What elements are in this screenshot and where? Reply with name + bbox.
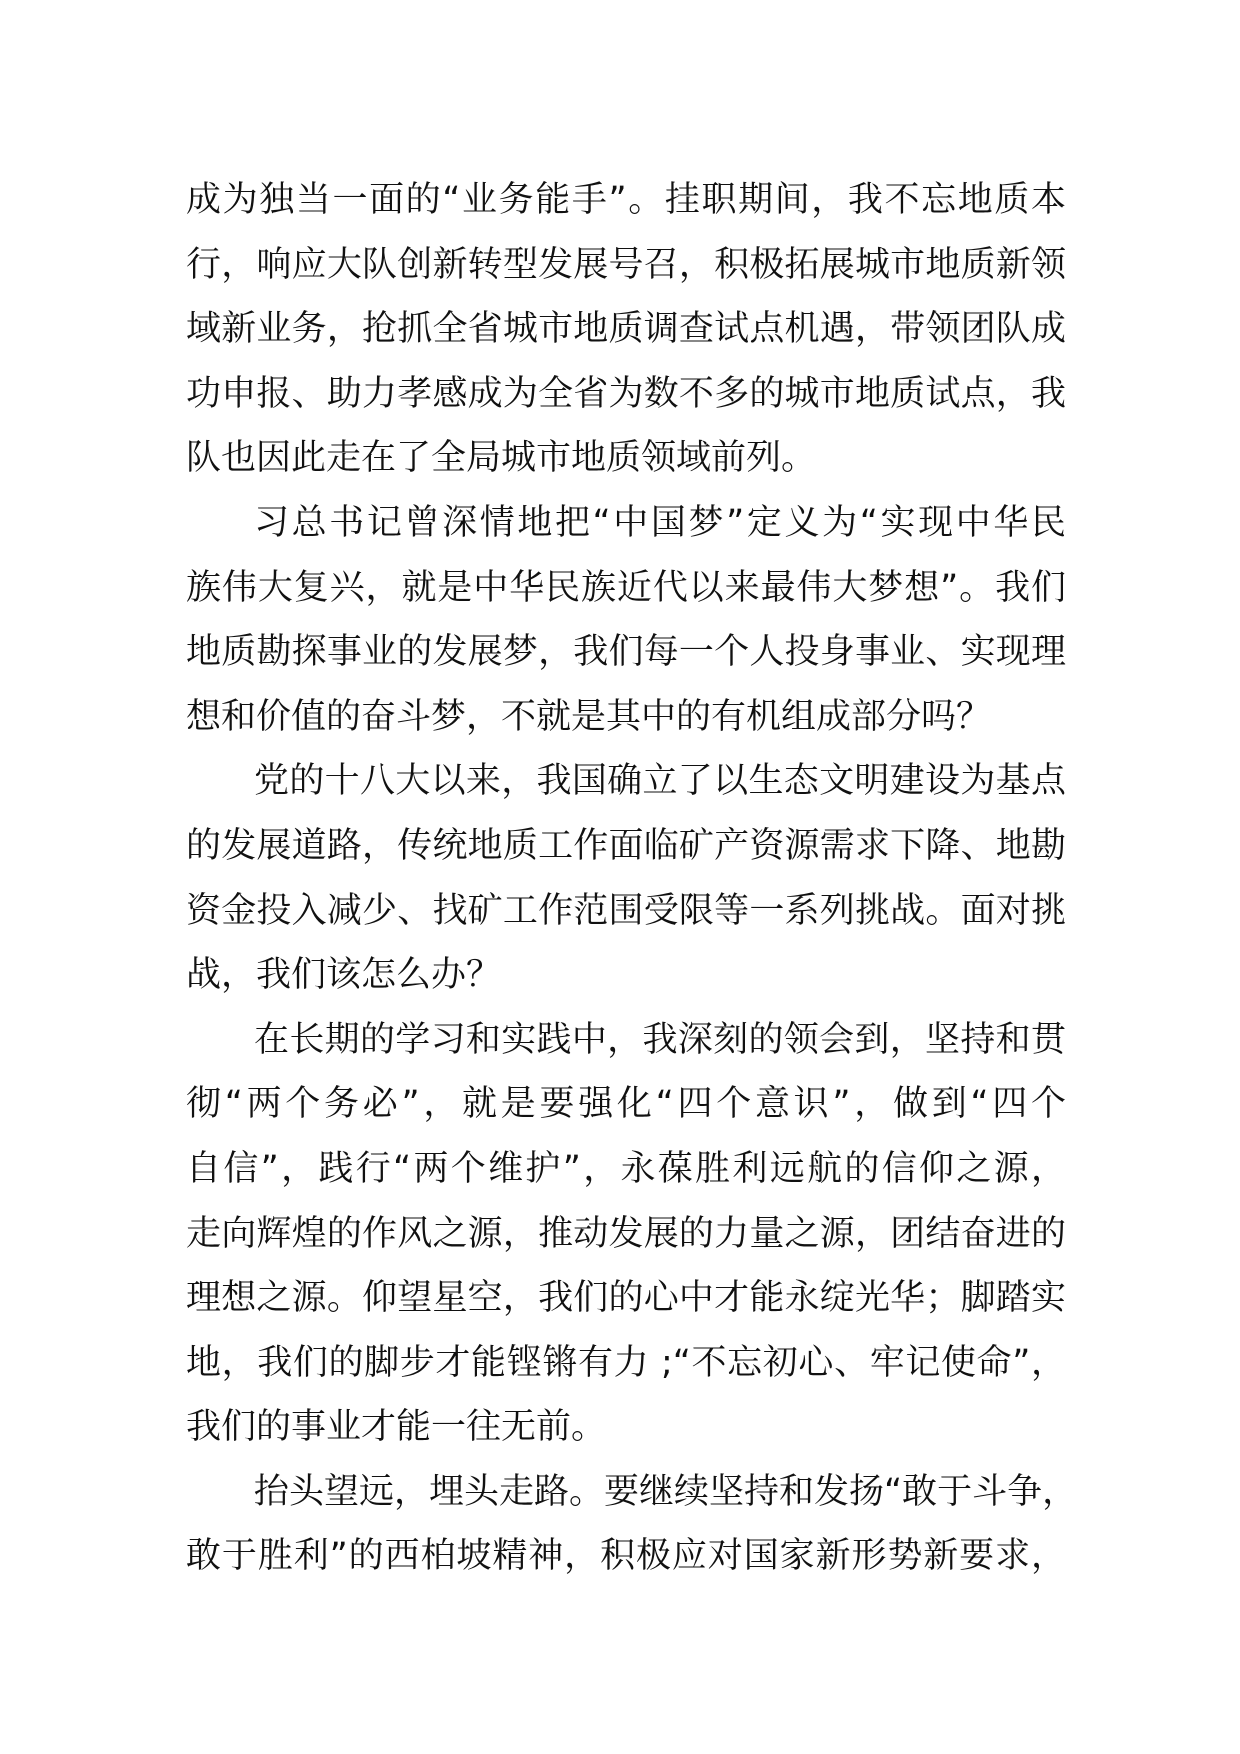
text-line: 的发展道路，传统地质工作面临矿产资源需求下降、地勘 bbox=[186, 825, 1066, 866]
text-line: 地质勘探事业的发展梦，我们每一个人投身事业、实现理 bbox=[186, 632, 1066, 673]
paragraph-first-line: 习总书记曾深情地把“中国梦”定义为“实现中华民 bbox=[254, 502, 1066, 543]
text-line: 族伟大复兴，就是中华民族近代以来最伟大梦想”。我们 bbox=[186, 567, 1066, 608]
text-line: 想和价值的奋斗梦，不就是其中的有机组成部分吗？ bbox=[186, 696, 992, 737]
text-line: 资金投入减少、找矿工作范围受限等一系列挑战。面对挑 bbox=[186, 890, 1066, 931]
text-line: 战，我们该怎么办？ bbox=[186, 955, 502, 996]
paragraph-first-line: 党的十八大以来，我国确立了以生态文明建设为基点 bbox=[254, 761, 1066, 802]
text-line: 理想之源。仰望星空，我们的心中才能永绽光华；脚踏实 bbox=[186, 1278, 1066, 1319]
text-line: 走向辉煌的作风之源，推动发展的力量之源，团结奋进的 bbox=[186, 1213, 1066, 1254]
text-line: 功申报、助力孝感成为全省为数不多的城市地质试点，我 bbox=[186, 373, 1066, 414]
text-line: 成为独当一面的“业务能手”。挂职期间，我不忘地质本 bbox=[186, 180, 1066, 220]
text-line: 彻“两个务必”，就是要强化“四个意识”，做到“四个 bbox=[186, 1084, 1066, 1125]
text-line: 行，响应大队创新转型发展号召，积极拓展城市地质新领 bbox=[186, 244, 1066, 285]
text-line: 我们的事业才能一往无前。 bbox=[186, 1407, 607, 1448]
text-line: 自信”，践行“两个维护”，永葆胜利远航的信仰之源， bbox=[186, 1148, 1066, 1189]
text-line: 队也因此走在了全局城市地质领域前列。 bbox=[186, 438, 817, 479]
body-text bbox=[186, 168, 1078, 1589]
text-line: 地，我们的脚步才能铿锵有力 ;“不忘初心、牢记使命”， bbox=[186, 1342, 1066, 1383]
paragraph-first-line: 抬头望远，埋头走路。要继续坚持和发扬“敢于斗争， bbox=[254, 1471, 1078, 1512]
text-line: 敢于胜利”的西柏坡精神，积极应对国家新形势新要求， bbox=[186, 1536, 1066, 1577]
text-line: 域新业务，抢抓全省城市地质调查试点机遇，带领团队成 bbox=[186, 309, 1066, 350]
paragraph-first-line: 在长期的学习和实践中，我深刻的领会到，坚持和贯 bbox=[254, 1019, 1066, 1060]
